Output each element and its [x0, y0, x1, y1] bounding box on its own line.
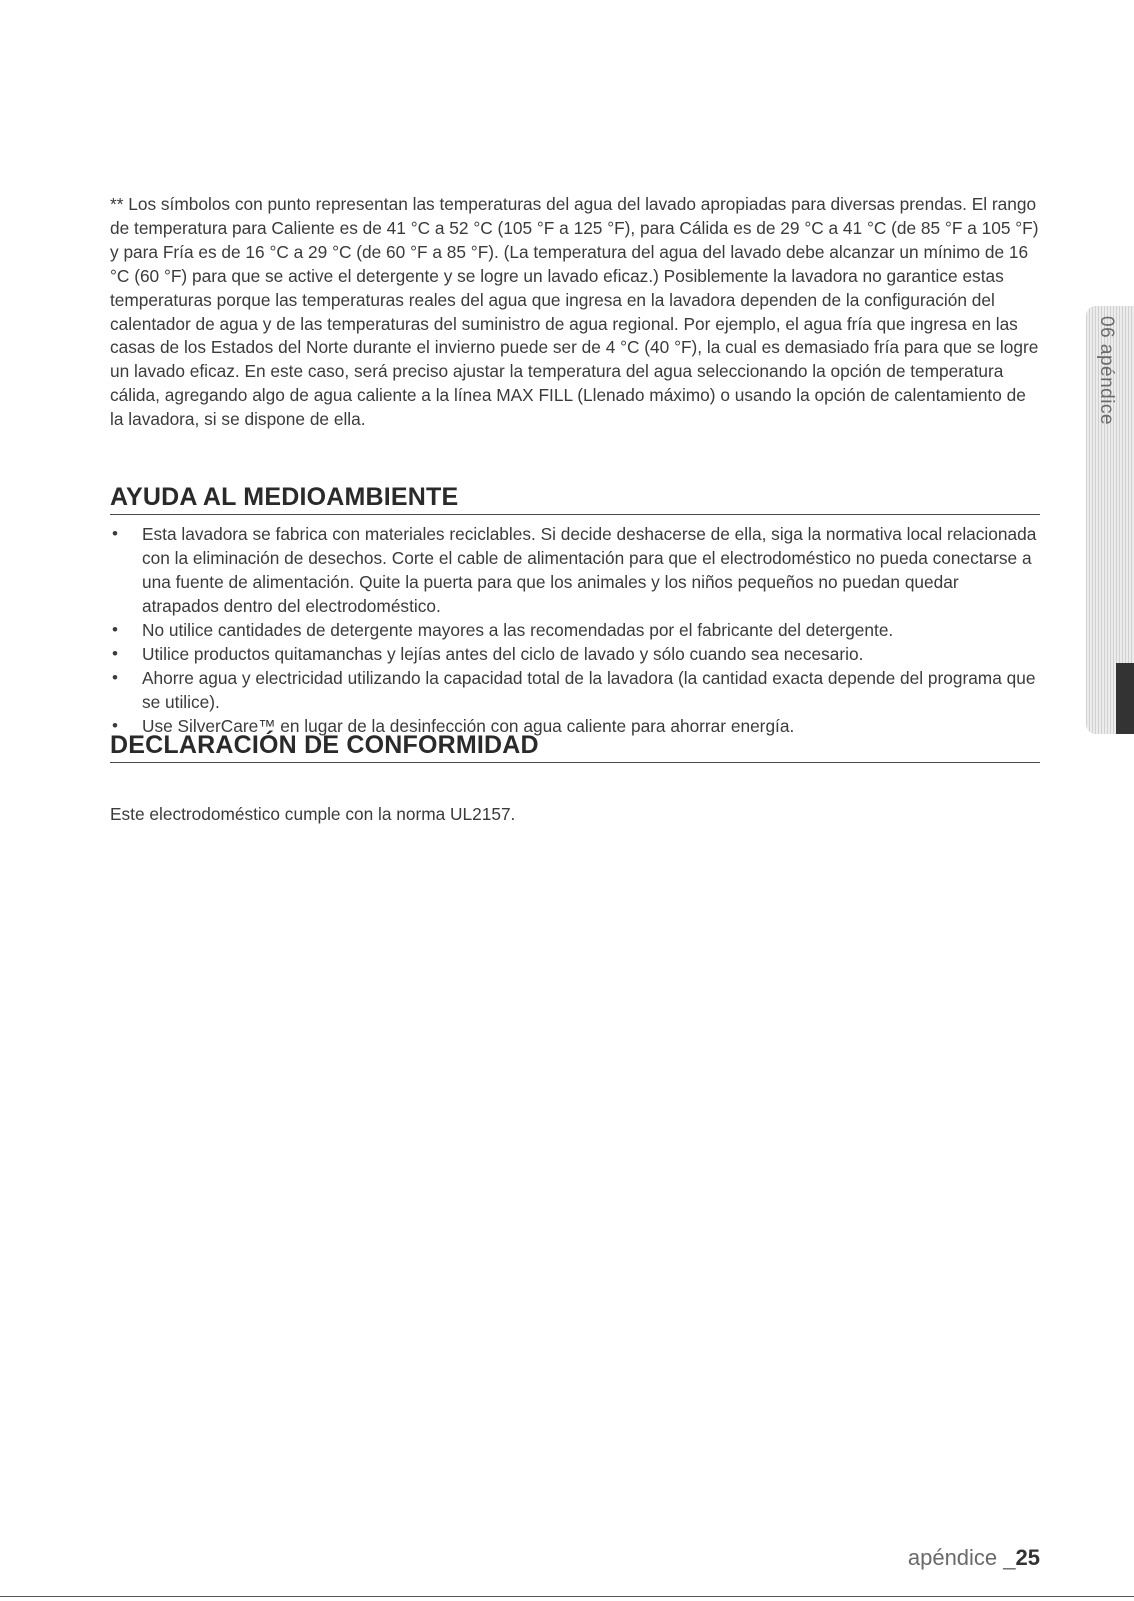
temperature-note: ** Los símbolos con punto representan las temperaturas del agua del lavado apropiadas para diversas prendas. El rango de temperatura para Caliente es de 41 °C a 52 °C (105 °F a 125 °F), para Cálida es de 29 °C a 41 °C (de 85 °F a 105 °F) y para Fría es de 16 °C a 29 °C (de 60 °F a 85 °F). (La temperatura del agua del lavado debe alcanzar un mínimo de 16 °C (60 °F) para que se active el detergente y se logre un lavado eficaz.) Posiblemente la lavadora no garantice estas temperaturas porque las temperaturas reales del agua que ingresa en la lavadora dependen de la configuración del calentador de agua y de las temperaturas del suministro de agua regional. Por ejemplo, el agua fría que ingresa en las casas de los Estados del Norte durante el invierno puede ser de 4 °C (40 °F), la cual es demasiado fría para que se logre un lavado eficaz. En este caso, será preciso ajustar la temperatura del agua seleccionando la opción de temperatura cálida, agregando algo de agua caliente a la línea MAX FILL (Llenado máximo) o usando la opción de calentamiento de la lavadora, si se dispone de ella.: [110, 194, 1039, 430]
list-item: • Esta lavadora se fabrica con materiales reciclables. Si decide deshacerse de ella, siga la normativa local relacionada con la eliminación de desechos. Corte el cable de alimentación para que el electrodoméstico no pueda conectarse a una fuente de alimentación. Quite la puerta para que los animales y los niños pequeños no puedan quedar atrapados dentro del electrodoméstico.: [110, 522, 1040, 618]
section-title-environment: AYUDA AL MEDIOAMBIENTE: [110, 482, 1040, 515]
section-title-conformity: DECLARACIÓN DE CONFORMIDAD: [110, 730, 1040, 763]
chapter-tab-marker: [1116, 663, 1134, 734]
list-item: • Use SilverCare™ en lugar de la desinfección con agua caliente para ahorrar energía.: [110, 714, 1040, 738]
list-item: • Ahorre agua y electricidad utilizando la capacidad total de la lavadora (la cantidad exacta depende del programa que se utilice).: [110, 666, 1040, 714]
bottom-rule: [0, 1596, 1134, 1597]
environment-list: [110, 522, 1040, 738]
page-footer: [908, 1545, 1040, 1571]
list-item: • No utilice cantidades de detergente mayores a las recomendadas por el fabricante del detergente.: [110, 618, 1040, 642]
conformity-text: Este electrodoméstico cumple con la norma UL2157.: [110, 804, 516, 824]
footer-section-name: apéndice _: [907, 1545, 1016, 1570]
list-item: • Utilice productos quitamanchas y lejías antes del ciclo de lavado y sólo cuando sea necesario.: [110, 642, 1040, 666]
page-number: 25: [1015, 1545, 1040, 1570]
chapter-side-label: 06 apéndice: [1096, 316, 1117, 426]
